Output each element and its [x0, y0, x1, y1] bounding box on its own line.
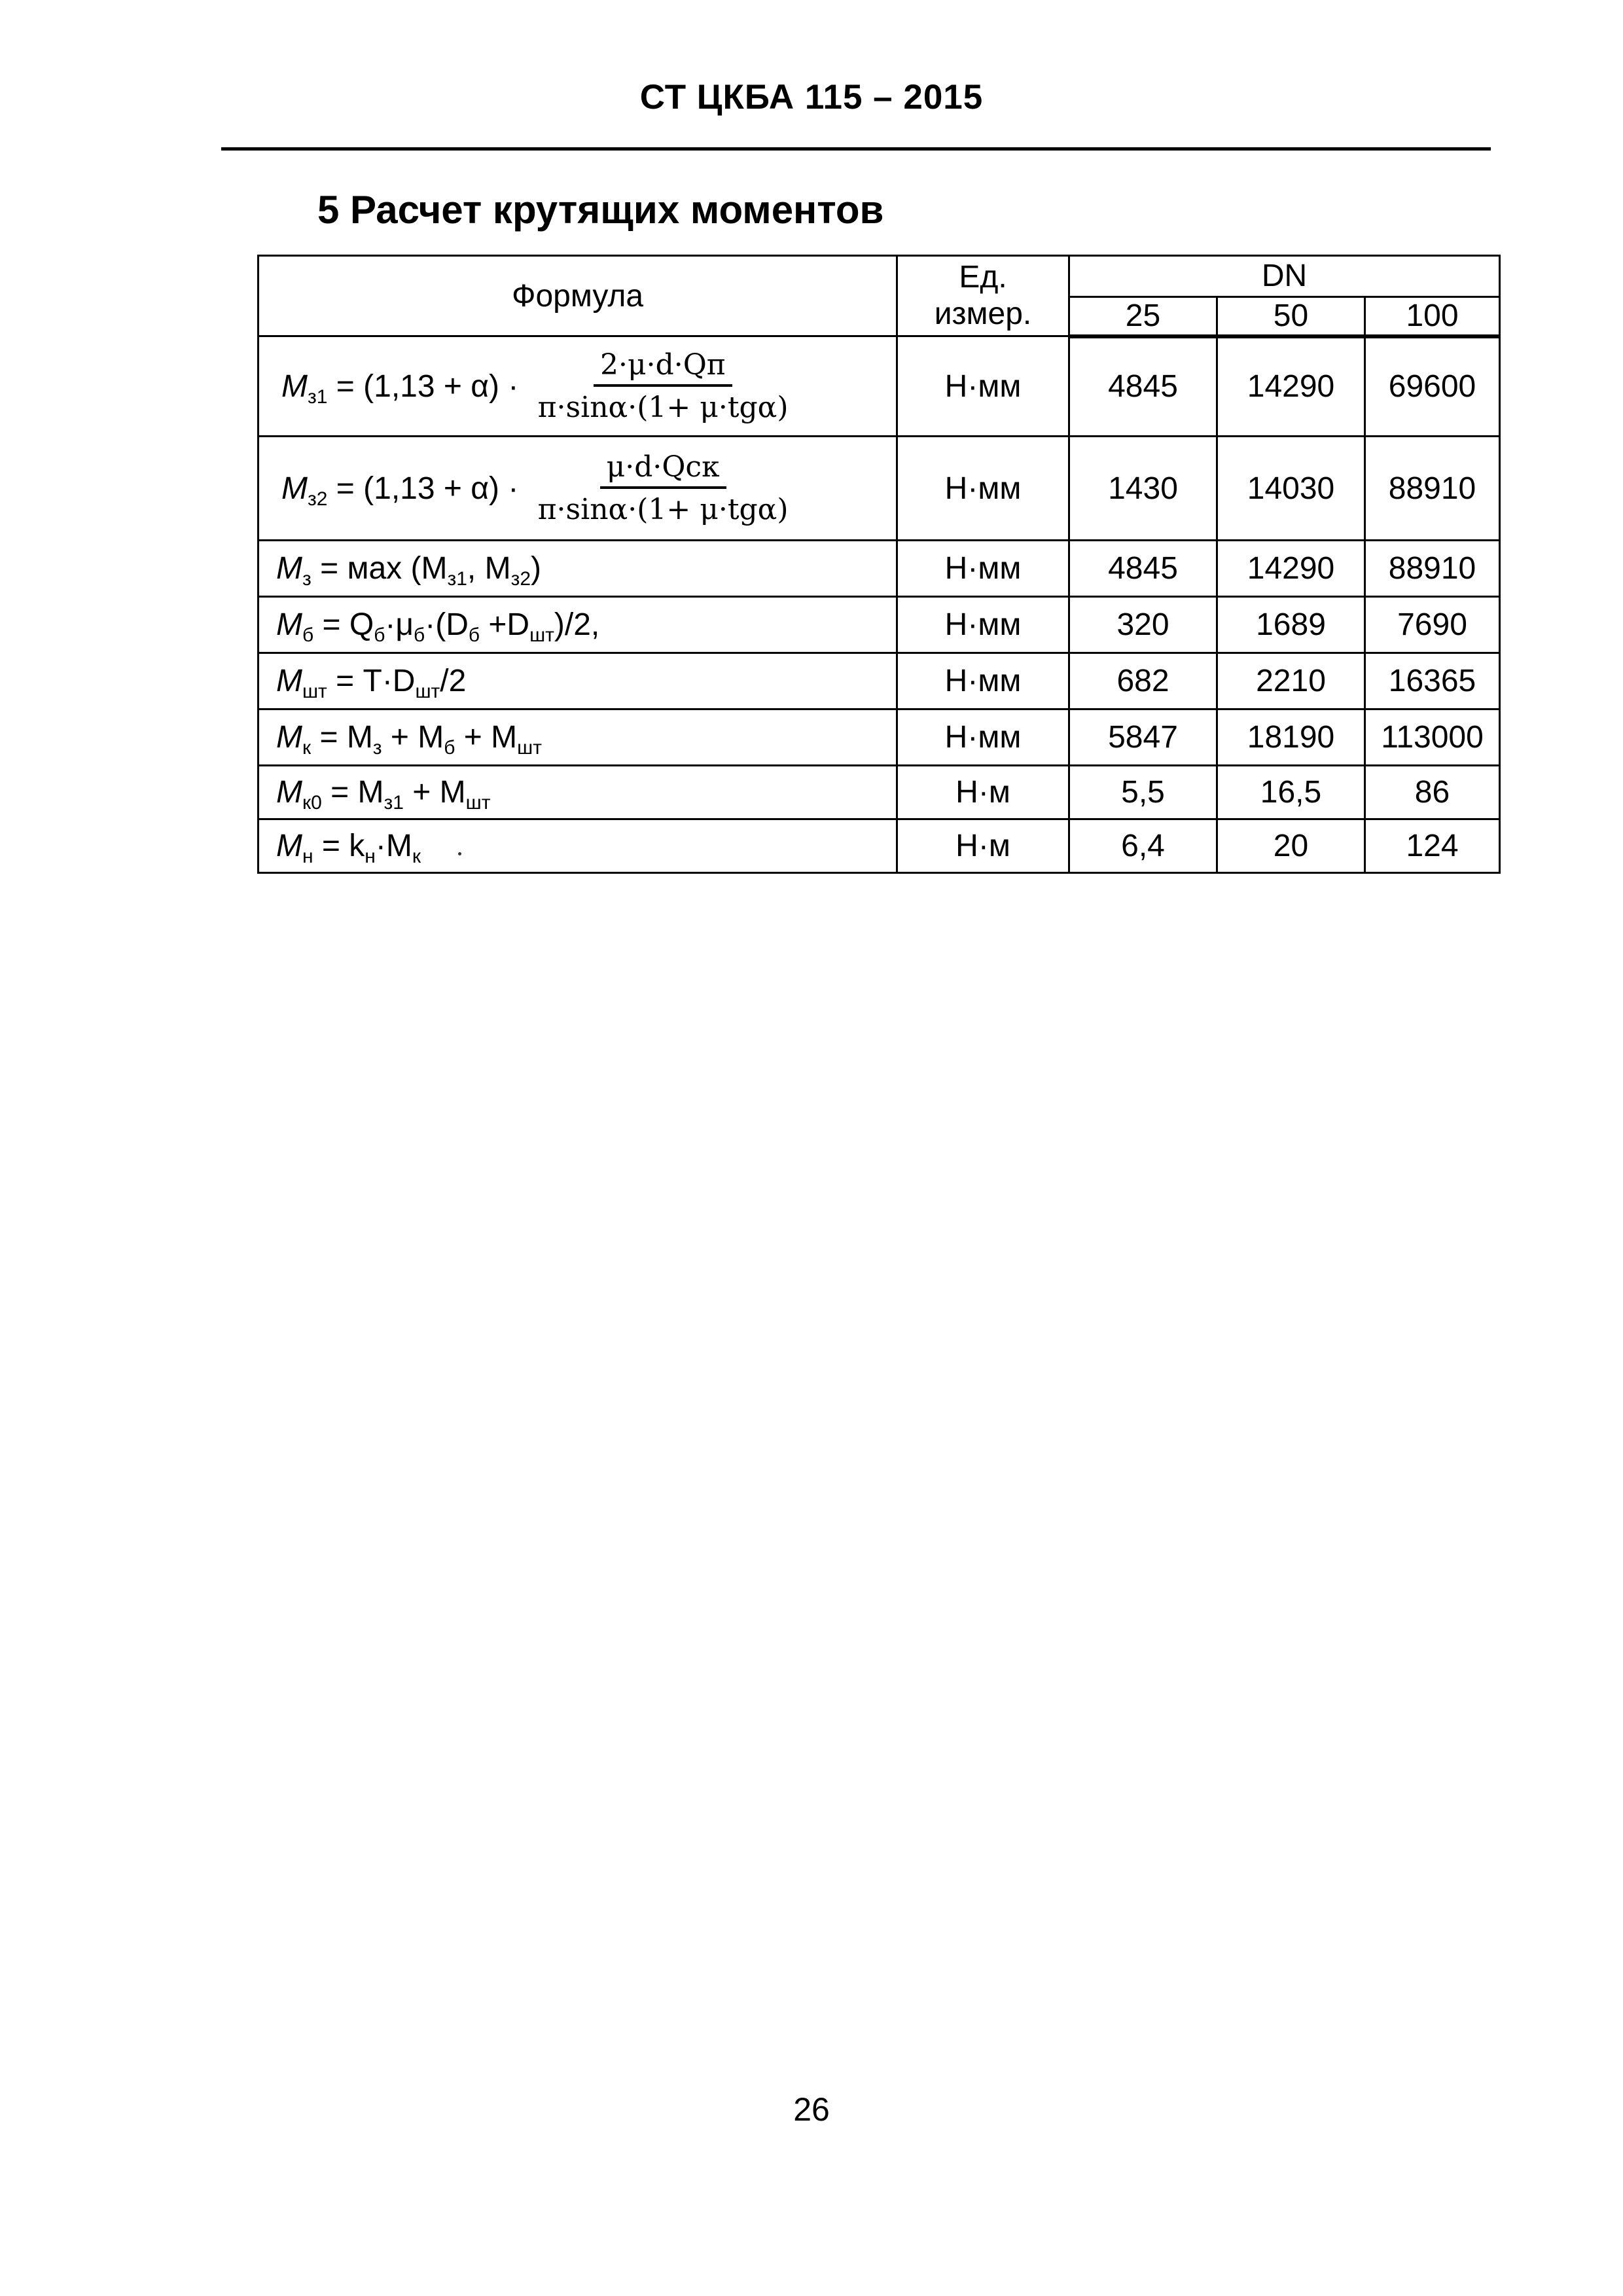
- formula-mz: $M_з$ = мах ($M_{з1}$, $M_{з2}$): [259, 541, 897, 597]
- unit-mn: Н·м: [897, 819, 1069, 873]
- header-formula: Формула: [259, 256, 897, 336]
- unit-mz1: Н·мм: [897, 336, 1069, 437]
- table-row-mb: [259, 597, 1500, 653]
- formula-mz2-numerator: μ·d·Qск: [600, 450, 726, 489]
- unit-mz: Н·мм: [897, 541, 1069, 597]
- header-dn-100: 100: [1365, 296, 1500, 336]
- header-divider: [221, 147, 1491, 151]
- formula-mz1-numerator: 2·μ·d·Qп: [594, 348, 732, 387]
- formula-mz2-denominator: π·sinα·(1+ μ·tgα): [537, 493, 789, 526]
- value-mb-dn100: 7690: [1365, 597, 1500, 653]
- unit-mk: Н·мм: [897, 709, 1069, 766]
- table-row-mz1: [259, 336, 1500, 437]
- value-msht-dn25: 682: [1069, 653, 1217, 709]
- value-mb-dn50: 1689: [1217, 597, 1365, 653]
- formula-mz1-fraction: [531, 348, 795, 424]
- header-unit: [897, 256, 1069, 336]
- formula-mz2-symbol: M: [281, 471, 308, 506]
- formula-mz2-fraction: [531, 450, 795, 526]
- value-mk-dn25: 5847: [1069, 709, 1217, 766]
- value-mb-dn25: 320: [1069, 597, 1217, 653]
- unit-mb: Н·мм: [897, 597, 1069, 653]
- scan-speck: [458, 852, 461, 855]
- value-mk0-dn100: 86: [1365, 766, 1500, 819]
- formula-mz2: [259, 437, 897, 541]
- torque-table: [257, 255, 1501, 874]
- value-mz-dn25: 4845: [1069, 541, 1217, 597]
- page-number: 26: [793, 2091, 830, 2128]
- header-dn-50: 50: [1217, 296, 1365, 336]
- table-row-mz2: [259, 437, 1500, 541]
- value-mk-dn50: 18190: [1217, 709, 1365, 766]
- document-code-header: СТ ЦКБА 115 – 2015: [639, 78, 984, 117]
- value-mk0-dn50: 16,5: [1217, 766, 1365, 819]
- unit-mz2: Н·мм: [897, 437, 1069, 541]
- formula-mz1-prefix: = (1,13 + α) ·: [327, 368, 527, 404]
- table-row-mn: [259, 819, 1500, 873]
- formula-msht: $M_{шт} = T\cdot D_{шт}/2$: [259, 653, 897, 709]
- value-mz1-dn50: 14290: [1217, 336, 1365, 437]
- table-row-mk: [259, 709, 1500, 766]
- formula-mz2-sub: з2: [307, 488, 328, 510]
- table-row-mz: [259, 541, 1500, 597]
- value-mz2-dn25: 1430: [1069, 437, 1217, 541]
- formula-mz1: [259, 336, 897, 437]
- value-mz1-dn25: 4845: [1069, 336, 1217, 437]
- formula-mz1-symbol: M: [281, 368, 308, 404]
- value-mz-dn50: 14290: [1217, 541, 1365, 597]
- value-mz1-dn100: 69600: [1365, 336, 1500, 437]
- header-unit-line2: измер.: [934, 296, 1032, 331]
- value-mn-dn50: 20: [1217, 819, 1365, 873]
- value-mz-dn100: 88910: [1365, 541, 1500, 597]
- formula-mb: $M_б = Q_б\cdot\mu_б\cdot(D_б +D_{шт})/2$,: [259, 597, 897, 653]
- section-title: 5 Расчет крутящих моментов: [317, 188, 884, 232]
- value-mz2-dn50: 14030: [1217, 437, 1365, 541]
- value-mn-dn100: 124: [1365, 819, 1500, 873]
- header-unit-line1: Ед.: [959, 260, 1007, 295]
- formula-mk0: $M_{к0} = M_{з1} + M_{шт}$: [259, 766, 897, 819]
- value-msht-dn100: 16365: [1365, 653, 1500, 709]
- header-dn: DN: [1069, 256, 1500, 297]
- formula-mz1-sub: з1: [307, 386, 328, 408]
- table-row-msht: [259, 653, 1500, 709]
- value-mk-dn100: 113000: [1365, 709, 1500, 766]
- table-row-mk0: [259, 766, 1500, 819]
- formula-mz1-denominator: π·sinα·(1+ μ·tgα): [537, 391, 789, 424]
- value-mz2-dn100: 88910: [1365, 437, 1500, 541]
- header-dn-25: 25: [1069, 296, 1217, 336]
- value-mk0-dn25: 5,5: [1069, 766, 1217, 819]
- unit-mk0: Н·м: [897, 766, 1069, 819]
- formula-mn: $M_н = k_н\cdot M_к$: [259, 819, 897, 873]
- unit-msht: Н·мм: [897, 653, 1069, 709]
- formula-mz2-prefix: = (1,13 + α) ·: [327, 471, 527, 506]
- value-msht-dn50: 2210: [1217, 653, 1365, 709]
- formula-mk: $M_к = M_з + M_б + M_{шт}$: [259, 709, 897, 766]
- value-mn-dn25: 6,4: [1069, 819, 1217, 873]
